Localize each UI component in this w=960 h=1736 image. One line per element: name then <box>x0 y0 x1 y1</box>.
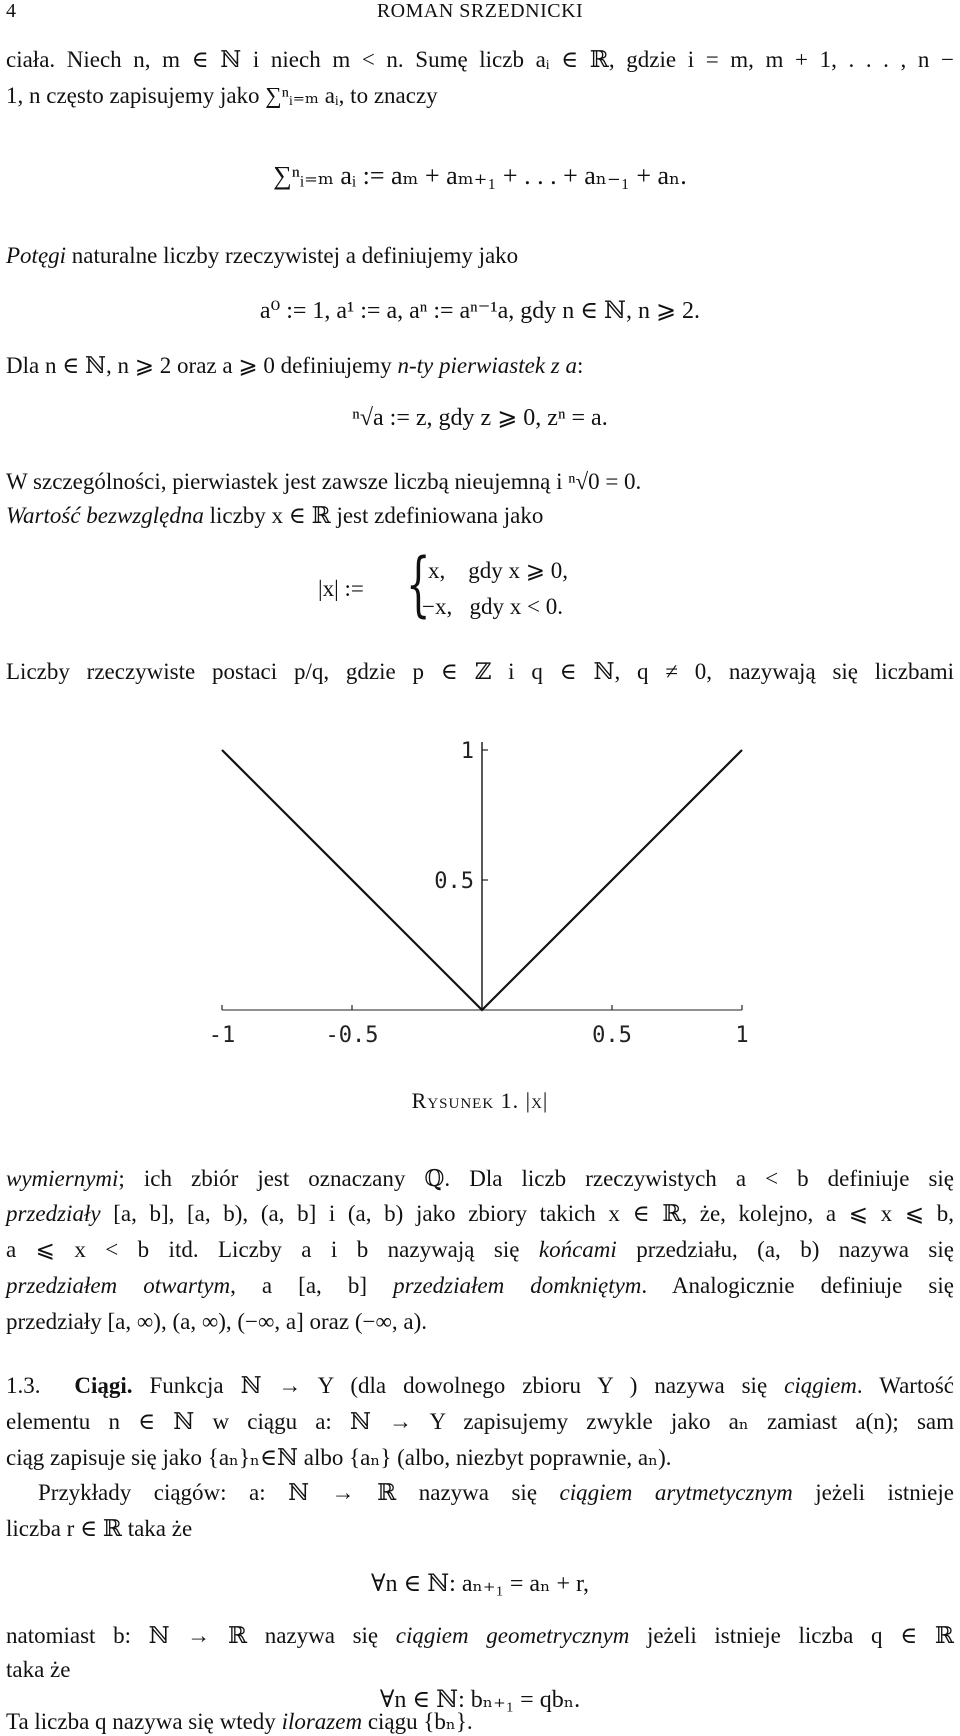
term-ciag: ciągiem <box>784 1373 857 1398</box>
term-geometryczny: ciągiem geometrycznym <box>395 1623 630 1648</box>
text-span: natomiast b: ℕ → ℝ nazywa się <box>6 1623 396 1648</box>
text-line: W szczególności, pierwiastek jest zawsze liczbą nieujemną i ⁿ√0 = 0. <box>6 469 642 494</box>
text-line: Liczby rzeczywiste postaci p/q, gdzie p ∈ ℤ i q ∈ ℕ, q ≠ 0, nazywają się liczbami <box>6 659 954 684</box>
text-line: liczba r ∈ ℝ taka że <box>6 1516 193 1541</box>
term-abs: Wartość bezwzględna <box>6 503 204 528</box>
text-line: ciała. Niech n, m ∈ ℕ i niech m < n. Sumę liczb aᵢ ∈ ℝ, gdzie i = m, m + 1, . . . , n − <box>6 47 954 72</box>
text-line <box>6 502 954 530</box>
equation-abs <box>318 543 678 630</box>
page-number: 4 <box>6 0 16 22</box>
x-tick-label: -0.5 <box>325 1023 379 1048</box>
text-span: ; ich zbiór jest oznaczany ℚ. Dla liczb rzeczywistych a < b definiuje się <box>118 1166 954 1191</box>
term-przedzialy: przedziały <box>6 1201 101 1226</box>
text-span: jeżeli istnieje liczba q ∈ ℝ <box>629 1623 954 1648</box>
text-span: Funkcja ℕ → Y (dla dowolnego zbioru Y ) nazywa się <box>132 1373 785 1398</box>
text-span: Ta liczba q nazywa się wtedy <box>6 1709 282 1734</box>
term-iloraz: ilorazem <box>281 1709 363 1734</box>
text-line: taka że <box>6 1657 71 1682</box>
section-number: 1.3. <box>6 1373 41 1398</box>
equation-root: ⁿ√a := z, gdy z ⩾ 0, zⁿ = a. <box>352 405 608 431</box>
text-span: przedziału, (a, b) nazywa się <box>616 1237 954 1262</box>
text-span: jeżeli istnieje <box>792 1480 954 1505</box>
running-header <box>6 0 954 26</box>
section-title: Ciągi. <box>74 1373 133 1398</box>
text-line: elementu n ∈ ℕ w ciągu a: ℕ → Y zapisujemy zwykle jako aₙ zamiast a(n); sam <box>6 1409 954 1434</box>
running-author: ROMAN SRZEDNICKI <box>376 0 584 22</box>
text-span: Przykłady ciągów: a: ℕ → ℝ nazywa się <box>38 1480 560 1505</box>
term-otwarty: przedziałem otwartym <box>6 1273 231 1298</box>
term-wymierne: wymiernymi <box>6 1166 119 1191</box>
text-line <box>6 1622 954 1650</box>
text-span: . Wartość <box>856 1373 954 1398</box>
equation-sum: ∑ⁿᵢ₌ₘ aᵢ := aₘ + aₘ₊₁ + . . . + aₙ₋₁ + aₙ. <box>273 161 687 190</box>
text-line: ciąg zapisuje się jako {aₙ}ₙ∈ℕ albo {aₙ} (albo, niezbyt poprawnie, aₙ). <box>6 1445 672 1470</box>
y-tick-label: 0.5 <box>434 869 474 894</box>
x-tick-label: 1 <box>735 1023 749 1048</box>
term-root: n-ty pierwiastek z a <box>397 353 577 378</box>
text-span: : <box>576 353 584 378</box>
text-line <box>6 1708 954 1736</box>
y-tick-label: 1 <box>460 739 474 764</box>
text-span: a ⩽ x < b itd. Liczby a i b nazywają się <box>6 1237 539 1262</box>
text-line <box>6 1236 954 1264</box>
brace: { <box>406 543 431 625</box>
equation-powers: a⁰ := 1, a¹ := a, aⁿ := aⁿ⁻¹a, gdy n ∈ ℕ, n ⩾ 2. <box>259 298 701 324</box>
x-tick-label: -1 <box>208 1023 236 1048</box>
abs-case-1: x, gdy x ⩾ 0, <box>428 558 569 583</box>
text-line: 1, n często zapisujemy jako ∑ⁿᵢ₌ₘ aᵢ, to znaczy <box>6 83 438 108</box>
text-span: naturalne liczby rzeczywistej a definiujemy jako <box>66 243 519 268</box>
text-span: ciągu {bₙ}. <box>362 1709 473 1734</box>
equation-geometric: ∀n ∈ ℕ: bₙ₊₁ = qbₙ. <box>379 1687 581 1713</box>
term-arytmetyczny: ciągiem arytmetycznym <box>559 1480 793 1505</box>
abs-case-2: −x, gdy x < 0. <box>422 594 563 619</box>
text-line <box>6 1165 954 1193</box>
text-span: , a [a, b] <box>230 1273 394 1298</box>
equation-arithmetic: ∀n ∈ ℕ: aₙ₊₁ = aₙ + r, <box>370 1571 590 1597</box>
x-tick-label: 0.5 <box>592 1023 632 1048</box>
text-line <box>38 1479 954 1507</box>
term-domkniety: przedziałem domkniętym <box>393 1273 642 1298</box>
term-konce: końcami <box>538 1237 617 1262</box>
text-span: liczby x ∈ ℝ jest zdefiniowana jako <box>203 503 544 528</box>
text-line <box>6 352 954 380</box>
term-potegi: Potęgi <box>6 243 67 268</box>
text-span: [a, b], [a, b), (a, b] i (a, b) jako zbiory takich x ∈ ℝ, że, kolejno, a ⩽ x ⩽ b, <box>100 1201 954 1226</box>
abs-chart <box>0 720 960 1080</box>
text-span: . Analogicznie definiuje się <box>641 1273 954 1298</box>
abs-lhs: |x| := <box>318 576 364 601</box>
text-line <box>6 242 954 270</box>
section-heading-line <box>6 1372 954 1400</box>
text-span: Dla n ∈ ℕ, n ⩾ 2 oraz a ⩾ 0 definiujemy <box>6 353 398 378</box>
figure-caption: Rysunek 1. |x| <box>411 1088 549 1113</box>
text-line <box>6 1272 954 1300</box>
text-line <box>6 1200 954 1228</box>
text-line: przedziały [a, ∞), (a, ∞), (−∞, a] oraz (−∞, a). <box>6 1309 427 1334</box>
